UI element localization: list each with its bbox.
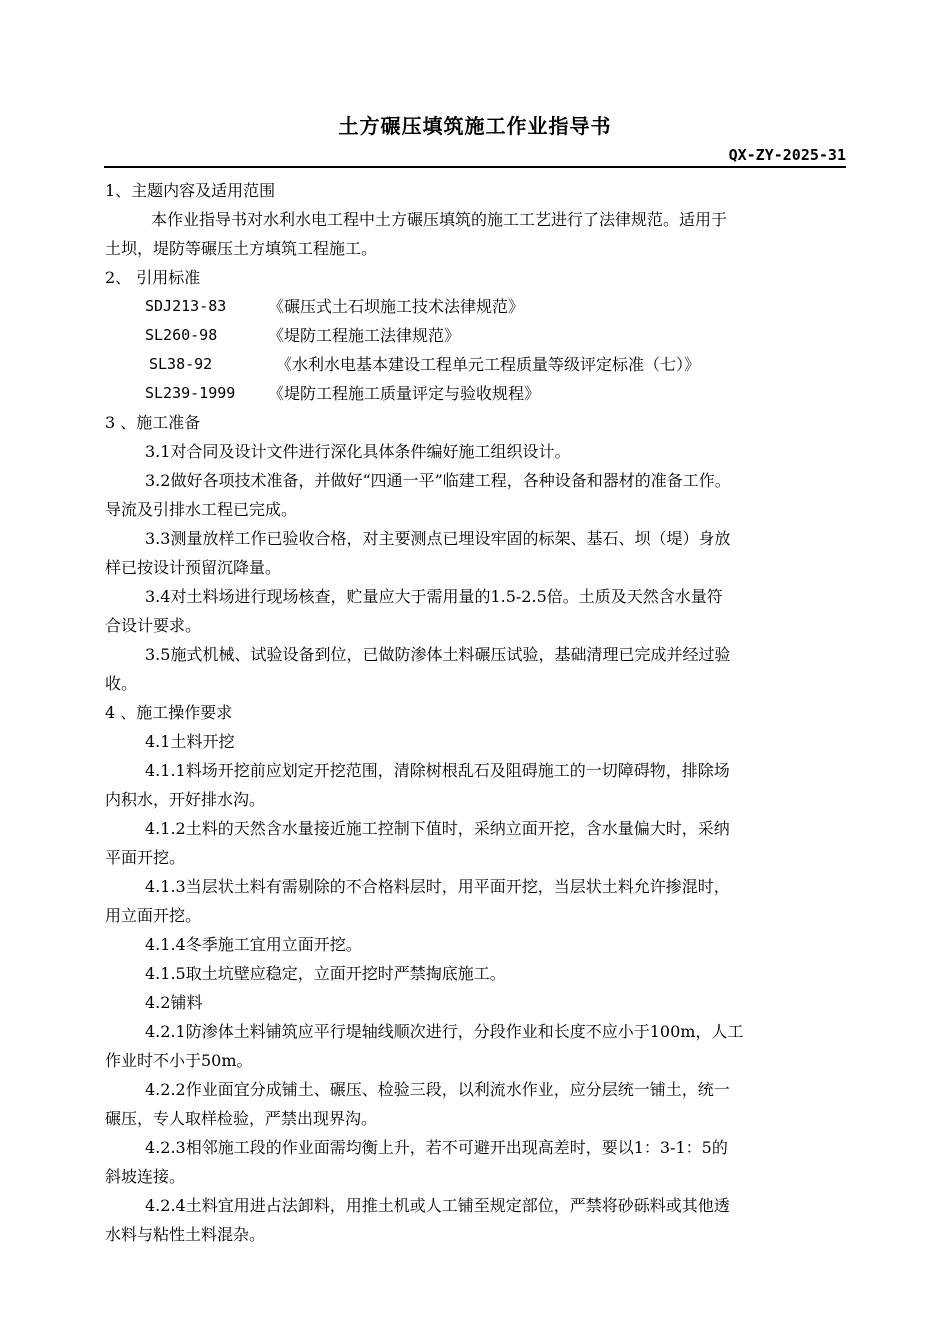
reference-item [105,379,850,408]
paragraph-line: 4.2.1防渗体土料铺筑应平行堤轴线顺次进行，分段作业和长度不应小于100m，人工 [145,1022,744,1041]
paragraph-line: 平面开挖。 [105,848,186,867]
subsection-heading: 4.2铺料 [145,993,203,1012]
header-divider [104,166,846,168]
reference-code: SL260-98 [145,326,218,344]
paragraph-line: 4.2.2作业面宜分成铺土、碾压、检验三段，以利流水作业，应分层统一铺土，统一 [145,1080,730,1099]
paragraph-line: 4.1.3当层状土料有需剔除的不合格料层时，用平面开挖，当层状土料允许掺混时， [145,877,730,896]
reference-item [105,292,850,321]
paragraph-line: 土坝，堤防等碾压土方填筑工程施工。 [105,239,378,258]
paragraph-line: 导流及引排水工程已完成。 [105,500,298,519]
paragraph-line: 收。 [105,674,138,693]
section-3-heading: 3 、施工准备 [105,413,201,432]
reference-code: SL239-1999 [145,384,236,402]
paragraph-line: 样已按设计预留沉降量。 [105,558,282,577]
document-title: 土方碾压填筑施工作业指导书 [338,114,612,138]
reference-name: 《碾压式土石坝施工技术法律规范》 [268,297,525,316]
paragraph-line: 3.3测量放样工作已验收合格，对主要测点已埋设牢固的标架、基石、坝（堤）身放 [145,529,731,548]
section-1-heading: 1、主题内容及适用范围 [105,181,276,200]
paragraph-line: 3.2做好各项技术准备，并做好“四通一平”临建工程，各种设备和器材的准备工作。 [145,471,731,490]
paragraph-line: 斜坡连接。 [105,1167,186,1186]
paragraph-line: 碾压，专人取样检验，严禁出现界沟。 [105,1109,378,1128]
paragraph-line: 4.1.2土料的天然含水量接近施工控制下值时，采纳立面开挖，含水量偏大时，采纳 [145,819,730,838]
paragraph-line: 用立面开挖。 [105,906,202,925]
paragraph-line: 4.2.4土料宜用进占法卸料，用推土机或人工铺至规定部位，严禁将砂砾料或其他透 [145,1196,730,1215]
paragraph-line: 3.1对合同及设计文件进行深化具体条件编好施工组织设计。 [145,442,571,461]
reference-name: 《堤防工程施工质量评定与验收规程》 [268,384,541,403]
paragraph-line: 4.1.5取土坑壁应稳定，立面开挖时严禁掏底施工。 [145,964,506,983]
paragraph-line: 3.5施式机械、试验设备到位，已做防渗体土料碾压试验，基础清理已完成并经过验 [145,645,731,664]
reference-item [105,321,850,350]
reference-name: 《堤防工程施工法律规范》 [268,326,461,345]
reference-code: SDJ213-83 [145,297,227,315]
reference-code: SL38-92 [149,355,213,373]
paragraph-line: 水料与粘性土料混杂。 [105,1225,266,1244]
paragraph-line: 内积水，开好排水沟。 [105,790,266,809]
section-2-heading: 2、 引用标准 [105,268,201,287]
reference-name: 《水利水电基本建设工程单元工程质量等级评定标准（七）》 [276,355,701,374]
paragraph-line: 作业时不小于50m。 [105,1051,253,1070]
subsection-heading: 4.1土料开挖 [145,732,235,751]
paragraph-line: 本作业指导书对水利水电工程中土方碾压填筑的施工工艺进行了法律规范。适用于 [151,210,728,229]
paragraph-line: 4.1.4冬季施工宜用立面开挖。 [145,935,362,954]
paragraph-line: 合设计要求。 [105,616,202,635]
section-4-heading: 4 、施工操作要求 [105,703,233,722]
document-body [105,176,850,1249]
reference-item [105,350,850,379]
paragraph-line: 4.1.1料场开挖前应划定开挖范围，清除树根乱石及阻碍施工的一切障碍物，排除场 [145,761,730,780]
paragraph-line: 4.2.3相邻施工段的作业面需均衡上升，若不可避开出现高差时，要以1：3-1：5的 [145,1138,728,1157]
document-number: QX-ZY-2025-31 [728,146,846,164]
paragraph-line: 3.4对土料场进行现场核查，贮量应大于需用量的1.5-2.5倍。土质及天然含水量符 [145,587,723,606]
